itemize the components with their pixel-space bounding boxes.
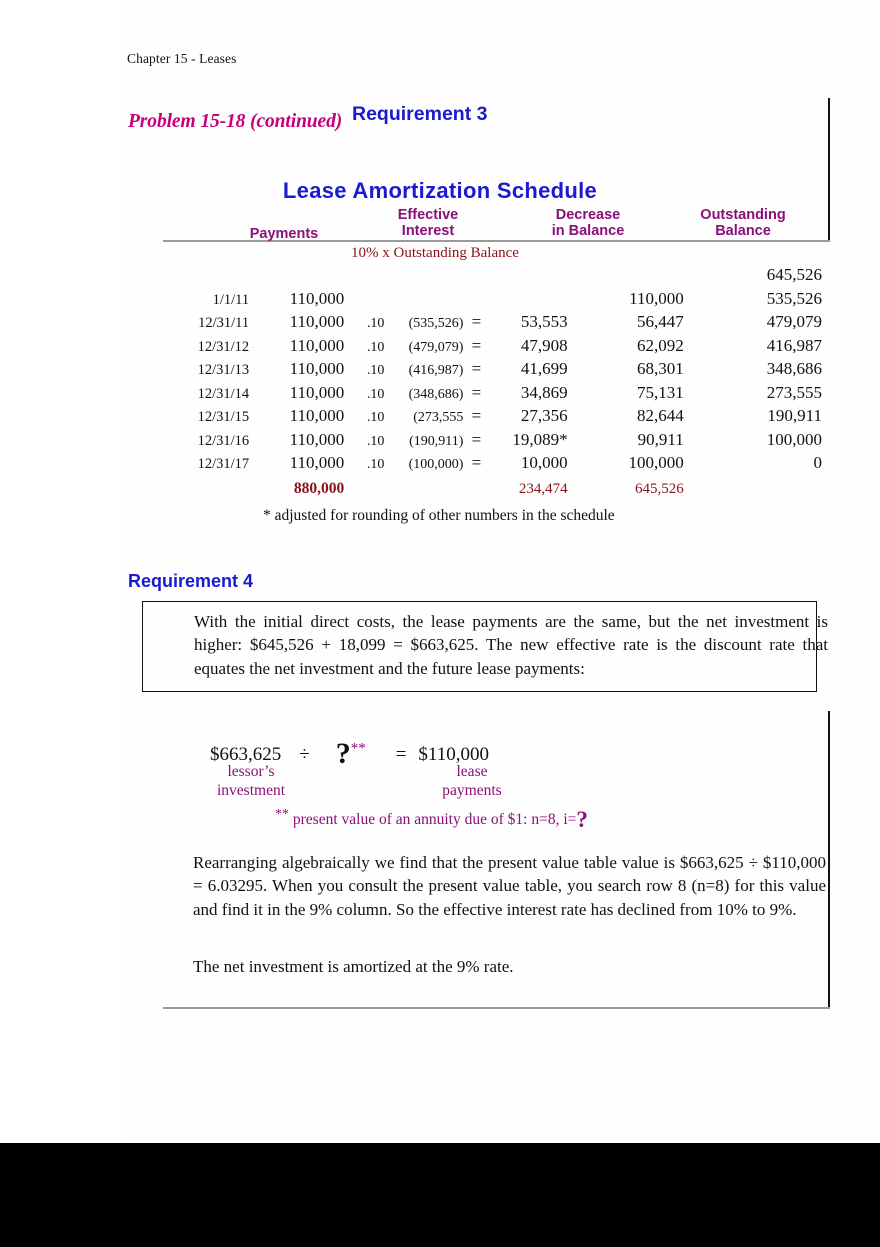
cell-decrease: 75,131 bbox=[637, 382, 684, 402]
lower-bottom-rule bbox=[163, 1007, 830, 1009]
cell-date: 1/1/11 bbox=[212, 291, 250, 308]
cell-balance: 190,911 bbox=[767, 406, 822, 425]
rearranging-paragraph: Rearranging algebraically we find that the present value table value is $663,625 ÷ $110,000 = 6.03295. When you consult the present value table, you search row 8 (n=8) for this value and find it in the 9% column. So the effective interest rate has declined from 10% to 9%. bbox=[193, 853, 826, 919]
table-row bbox=[163, 312, 830, 336]
table-row bbox=[163, 453, 830, 477]
cell-total-decrease: 645,526 bbox=[635, 480, 684, 497]
table-row bbox=[163, 406, 830, 430]
present-value-footnote-unknown: ? bbox=[576, 807, 588, 833]
cell-balance: 479,079 bbox=[766, 312, 822, 331]
cell-payment bbox=[258, 265, 344, 289]
cell-rate bbox=[344, 265, 384, 289]
cell-total-equals bbox=[463, 477, 489, 504]
cell-interest bbox=[489, 265, 567, 289]
cell-date: 12/31/12 bbox=[197, 338, 250, 355]
cell-balance: 416,987 bbox=[766, 335, 822, 355]
cell-base: (190,911) bbox=[409, 433, 464, 449]
schedule-footnote: * adjusted for rounding of other numbers in the schedule bbox=[263, 507, 615, 524]
cell-equals bbox=[463, 289, 489, 313]
table-row bbox=[163, 359, 830, 383]
cell-total-interest: 234,474 bbox=[518, 480, 568, 497]
cell-balance: 100,000 bbox=[766, 429, 822, 449]
cell-balance: 645,526 bbox=[766, 265, 822, 284]
cell-total-rate bbox=[344, 477, 384, 504]
cell-date: 12/31/17 bbox=[197, 456, 250, 472]
cell-payment: 110,000 bbox=[289, 453, 345, 472]
cell-decrease: 110,000 bbox=[629, 288, 684, 308]
requirement-4-heading: Requirement 4 bbox=[128, 571, 254, 591]
divide-icon: ÷ bbox=[299, 744, 310, 765]
cell-rate: .10 bbox=[366, 386, 385, 402]
cell-equals: = bbox=[471, 453, 482, 472]
cell-payment: 110,000 bbox=[289, 288, 345, 308]
cell-total-base bbox=[384, 477, 463, 504]
column-header-outstanding-line2: Balance bbox=[715, 223, 771, 239]
cell-decrease: 90,911 bbox=[637, 429, 684, 449]
cell-payment: 110,000 bbox=[289, 312, 345, 331]
table-row bbox=[163, 383, 830, 407]
lease-amortization-table-body bbox=[163, 265, 830, 503]
column-header-decrease-in-balance bbox=[528, 207, 648, 239]
equation-label-lease-line2: payments bbox=[442, 782, 502, 799]
cell-payment: 110,000 bbox=[289, 359, 345, 378]
lease-amortization-table bbox=[163, 265, 830, 503]
cell-decrease: 56,447 bbox=[637, 312, 684, 331]
cell-date: 12/31/15 bbox=[197, 409, 250, 425]
interest-formula-note: 10% x Outstanding Balance bbox=[351, 245, 519, 261]
cell-rate: .10 bbox=[366, 433, 385, 449]
cell-balance: 0 bbox=[813, 453, 822, 472]
cell-equals: = bbox=[471, 359, 482, 378]
column-header-effective-interest bbox=[368, 207, 488, 239]
cell-interest: 41,699 bbox=[520, 359, 568, 378]
equation-label-lease-payments bbox=[420, 762, 524, 800]
cell-date: 12/31/13 bbox=[197, 362, 250, 378]
cell-decrease: 68,301 bbox=[637, 359, 684, 378]
cell-equals: = bbox=[471, 335, 482, 355]
cell-decrease: 62,092 bbox=[637, 335, 684, 355]
cell-payment: 110,000 bbox=[289, 382, 345, 402]
cell-base: (348,686) bbox=[408, 386, 464, 402]
equation-label-lease-line1: lease bbox=[456, 763, 488, 780]
equation-equals: = bbox=[395, 744, 407, 765]
cell-equals: = bbox=[471, 382, 482, 402]
column-header-outstanding-balance bbox=[683, 207, 803, 239]
cell-rate bbox=[344, 289, 384, 313]
chapter-header: Chapter 15 - Leases bbox=[127, 51, 237, 66]
equation-unknown: ? bbox=[335, 737, 351, 770]
cell-total-date bbox=[163, 477, 258, 504]
cell-decrease: 82,644 bbox=[637, 406, 684, 425]
cell-interest: 47,908 bbox=[520, 335, 568, 355]
cell-base: (273,555 bbox=[413, 410, 464, 425]
table-row bbox=[163, 289, 830, 313]
table-row bbox=[163, 430, 830, 454]
cell-base bbox=[384, 289, 463, 313]
cell-total-balance bbox=[700, 477, 830, 504]
equation-label-lessor-line1: lessor’s bbox=[227, 763, 275, 780]
cell-date: 12/31/16 bbox=[197, 432, 250, 449]
cell-base: (416,987) bbox=[408, 363, 464, 378]
column-header-effective-line2: Interest bbox=[401, 223, 455, 239]
cell-equals: = bbox=[471, 312, 482, 331]
cell-equals bbox=[463, 265, 489, 289]
table-row-totals bbox=[163, 477, 830, 504]
cell-balance: 535,526 bbox=[766, 288, 822, 308]
cell-total-payments: 880,000 bbox=[293, 479, 345, 497]
cell-interest: 34,869 bbox=[520, 382, 568, 402]
cell-balance: 348,686 bbox=[766, 359, 822, 378]
table-row bbox=[163, 336, 830, 360]
net-investment-paragraph: The net investment is amortized at the 9% rate. bbox=[193, 957, 514, 976]
cell-base: (479,079) bbox=[408, 339, 464, 355]
column-header-decrease-line1: Decrease bbox=[555, 207, 621, 223]
cell-payment: 110,000 bbox=[289, 429, 345, 449]
schedule-right-rule bbox=[828, 98, 830, 242]
cell-interest: 53,553 bbox=[520, 312, 568, 331]
cell-payment: 110,000 bbox=[289, 335, 345, 355]
cell-rate: .10 bbox=[366, 316, 385, 331]
cell-base: (535,526) bbox=[408, 316, 464, 331]
cell-interest: 19,089* bbox=[512, 429, 568, 449]
cell-date: 12/31/14 bbox=[197, 385, 250, 402]
equation-label-lessor-investment bbox=[196, 762, 306, 800]
lower-right-rule bbox=[828, 711, 830, 1008]
cell-rate: .10 bbox=[366, 363, 385, 378]
column-header-payments-label: Payments bbox=[249, 226, 319, 242]
equation-lease-payments: $110,000 bbox=[418, 744, 489, 765]
present-value-footnote bbox=[275, 807, 588, 833]
cell-rate: .10 bbox=[366, 410, 385, 425]
cell-decrease bbox=[568, 265, 700, 289]
schedule-title: Lease Amortization Schedule bbox=[282, 178, 598, 203]
column-header-outstanding-line1: Outstanding bbox=[700, 207, 786, 223]
cell-equals: = bbox=[471, 429, 482, 449]
problem-title: Problem 15-18 (continued) bbox=[128, 111, 343, 132]
present-value-footnote-marker: ** bbox=[275, 807, 289, 822]
table-row bbox=[163, 265, 830, 289]
cell-equals: = bbox=[471, 406, 482, 425]
cell-balance: 273,555 bbox=[766, 382, 822, 402]
cell-rate: .10 bbox=[366, 457, 385, 472]
cell-decrease: 100,000 bbox=[628, 453, 684, 472]
cell-interest bbox=[489, 289, 567, 313]
cell-interest: 10,000 bbox=[520, 453, 568, 472]
present-value-footnote-text: present value of an annuity due of $1: n=8, i= bbox=[289, 811, 577, 829]
cell-interest: 27,356 bbox=[520, 406, 568, 425]
column-header-payments bbox=[228, 226, 340, 242]
cell-payment: 110,000 bbox=[289, 406, 345, 425]
cell-date: 12/31/11 bbox=[198, 315, 250, 331]
cell-date bbox=[163, 265, 258, 289]
requirement-4-paragraph: With the initial direct costs, the lease payments are the same, but the net investment is higher: $645,526 + 18,099 = $663,625. The new effective rate is the discount rate that equates the net investment and the future lease payments: bbox=[194, 612, 828, 678]
bottom-black-bar bbox=[0, 1143, 880, 1247]
column-header-effective-line1: Effective bbox=[397, 207, 459, 223]
equation-lessor-investment: $663,625 bbox=[210, 744, 282, 765]
cell-base: (100,000) bbox=[408, 457, 464, 472]
column-header-decrease-line2: in Balance bbox=[551, 223, 625, 239]
equation-label-lessor-line2: investment bbox=[216, 782, 286, 799]
cell-rate: .10 bbox=[366, 339, 385, 355]
equation-unknown-footnote-marker: ** bbox=[350, 740, 366, 757]
cell-base bbox=[384, 265, 463, 289]
requirement-3-heading: Requirement 3 bbox=[352, 103, 488, 125]
